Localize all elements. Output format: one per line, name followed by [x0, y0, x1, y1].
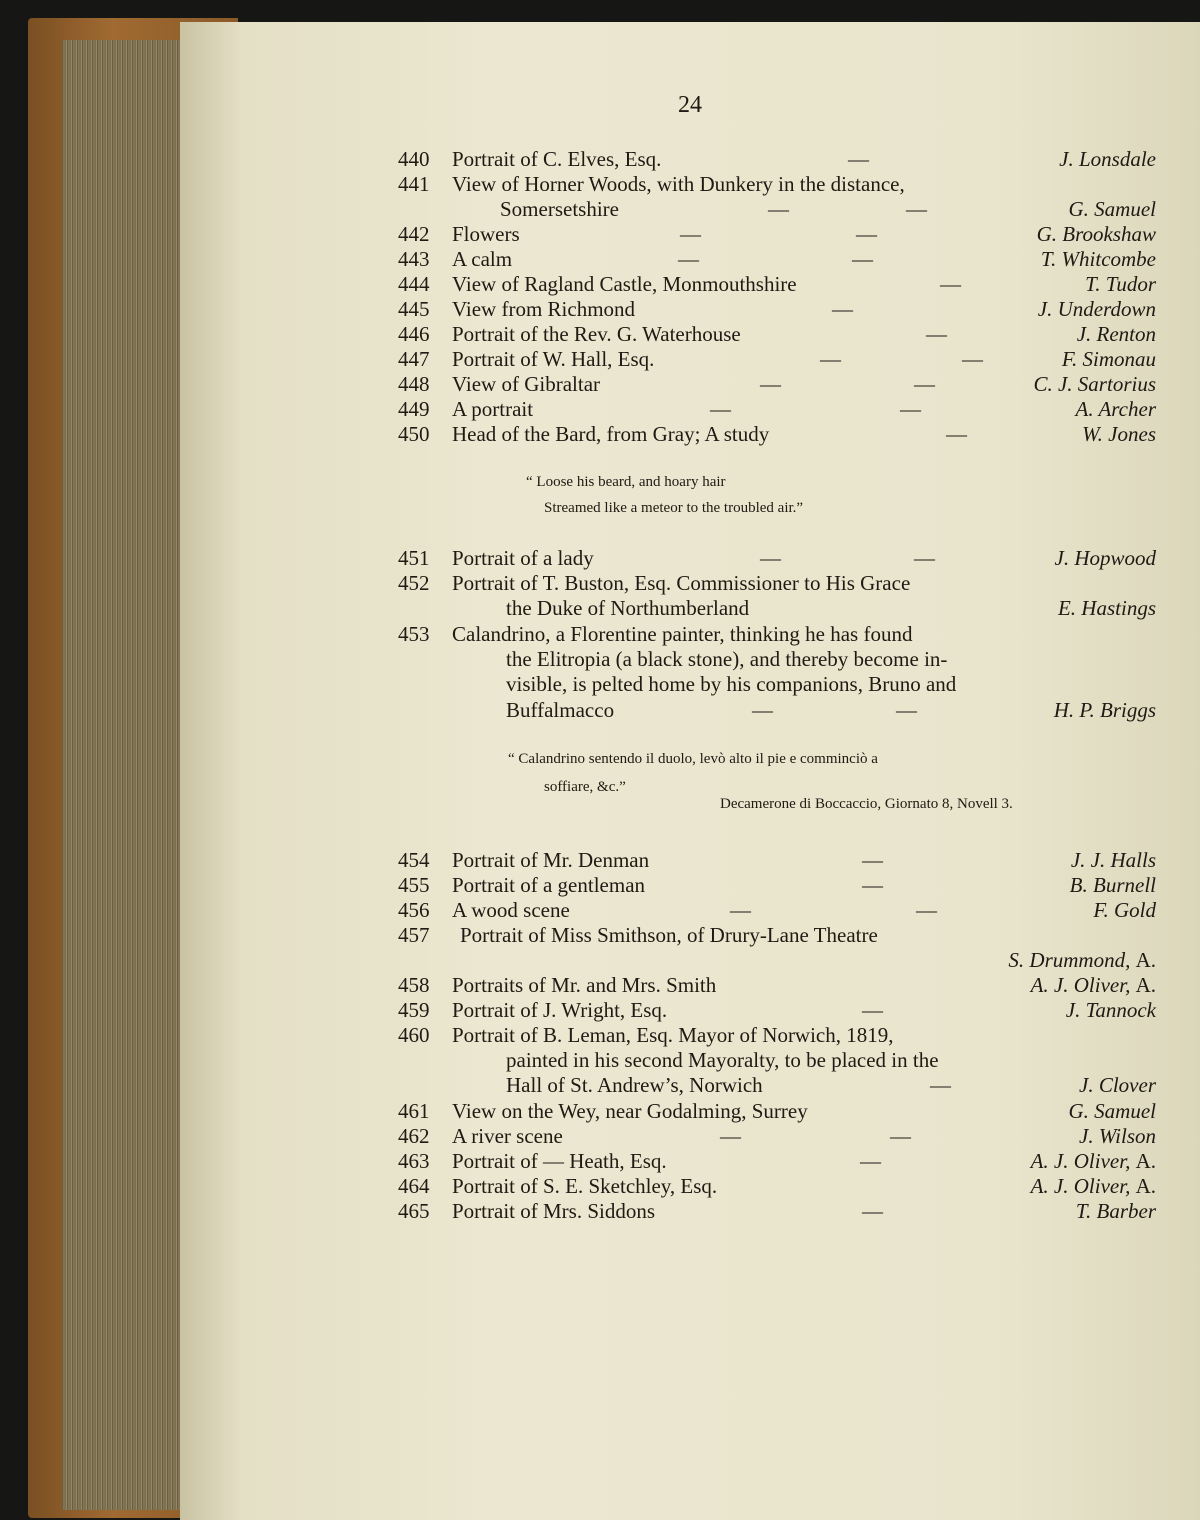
entry-title: Head of the Bard, from Gray; A study	[452, 422, 770, 446]
entry-number: 446	[398, 322, 430, 346]
dash-separator: —	[862, 873, 883, 897]
entry-number: 458	[398, 973, 430, 997]
entry-number: 460	[398, 1023, 430, 1047]
dash-separator: —	[678, 247, 699, 271]
dash-separator: —	[710, 397, 731, 421]
entry-title-continued: painted in his second Mayoralty, to be placed in the	[506, 1048, 939, 1072]
entry-number: 464	[398, 1174, 430, 1198]
dash-separator: —	[916, 898, 937, 922]
entry-number: 462	[398, 1124, 430, 1148]
entry-artist: S. Drummond,	[1008, 948, 1131, 972]
entry-artist: G. Samuel	[1068, 1099, 1156, 1123]
entry-number: 455	[398, 873, 430, 897]
entry-artist: H. P. Briggs	[1053, 698, 1156, 722]
entry-number: 445	[398, 297, 430, 321]
entry-title: Portrait of Mr. Denman	[452, 848, 650, 872]
entry-title: Portrait of Miss Smithson, of Drury-Lane Theatre	[460, 923, 878, 947]
dash-separator: —	[940, 272, 961, 296]
dash-separator: —	[768, 197, 789, 221]
entry-number: 443	[398, 247, 430, 271]
dash-separator: —	[862, 1199, 883, 1223]
entry-title: Calandrino, a Florentine painter, thinking he has found	[452, 622, 913, 646]
dash-separator: —	[914, 372, 935, 396]
entry-title: Portrait of S. E. Sketchley, Esq.	[452, 1174, 718, 1198]
entry-title: Portrait of a gentleman	[452, 873, 646, 897]
dash-separator: —	[900, 397, 921, 421]
dash-separator: —	[962, 347, 983, 371]
dash-separator: —	[848, 147, 869, 171]
dash-separator: —	[914, 546, 935, 570]
entry-title: Portrait of the Rev. G. Waterhouse	[452, 322, 741, 346]
entry-artist: J. Renton	[1076, 322, 1156, 346]
dash-separator: —	[856, 222, 877, 246]
entry-number: 452	[398, 571, 430, 595]
dash-separator: —	[730, 898, 751, 922]
entry-title-continued: Buffalmacco	[506, 698, 615, 722]
entry-number: 465	[398, 1199, 430, 1223]
dash-separator: —	[832, 297, 853, 321]
entry-artist: T. Whitcombe	[1040, 247, 1156, 271]
entry-artist: A. J. Oliver,	[1030, 973, 1131, 997]
entry-number: 453	[398, 622, 430, 646]
entry-artist-credit	[1031, 1149, 1156, 1173]
entry-artist: G. Brookshaw	[1036, 222, 1156, 246]
dash-separator: —	[946, 422, 967, 446]
entry-artist: T. Barber	[1075, 1199, 1156, 1223]
dash-separator: —	[906, 197, 927, 221]
entry-artist: J. Wilson	[1079, 1124, 1156, 1148]
entry-number: 441	[398, 172, 430, 196]
entry-artist: J. Lonsdale	[1059, 147, 1156, 171]
dash-separator: —	[752, 698, 773, 722]
entry-number: 449	[398, 397, 430, 421]
quote-line: “ Calandrino sentendo il duolo, levò alto il pie e comminciò a	[508, 751, 878, 767]
entry-number: 442	[398, 222, 430, 246]
entry-title-continued: Hall of St. Andrew’s, Norwich	[506, 1073, 763, 1097]
dash-separator: —	[852, 247, 873, 271]
dash-separator: —	[820, 347, 841, 371]
entry-number: 459	[398, 998, 430, 1022]
entry-artist: A. J. Oliver,	[1030, 1149, 1131, 1173]
entry-title: Portrait of Mrs. Siddons	[452, 1199, 656, 1223]
entry-number: 463	[398, 1149, 430, 1173]
entry-title-continued: Somersetshire	[500, 197, 619, 221]
entry-number: 457	[398, 923, 430, 947]
entry-number: 456	[398, 898, 430, 922]
entry-number: 444	[398, 272, 430, 296]
entry-number: 461	[398, 1099, 430, 1123]
dash-separator: —	[720, 1124, 741, 1148]
entry-artist: B. Burnell	[1069, 873, 1156, 897]
entry-artist: C. J. Sartorius	[1033, 372, 1156, 396]
page-edges	[62, 40, 187, 1510]
quote-line: “ Loose his beard, and hoary hair	[526, 474, 726, 490]
entry-title-continued: the Elitropia (a black stone), and thereby become in-	[506, 647, 948, 671]
entry-number: 448	[398, 372, 430, 396]
entry-title: Portrait of B. Leman, Esq. Mayor of Norwich, 1819,	[452, 1023, 894, 1047]
dash-separator: —	[680, 222, 701, 246]
entry-suffix: A.	[1135, 1149, 1156, 1173]
entry-title: Portraits of Mr. and Mrs. Smith	[452, 973, 717, 997]
entry-artist: F. Simonau	[1061, 347, 1156, 371]
entry-number: 451	[398, 546, 430, 570]
quote-line: Streamed like a meteor to the troubled air.”	[544, 500, 804, 516]
entry-number: 447	[398, 347, 430, 371]
entry-number: 440	[398, 147, 430, 171]
entry-title: View on the Wey, near Godalming, Surrey	[452, 1099, 808, 1123]
entry-artist: W. Jones	[1082, 422, 1156, 446]
entry-title: Portrait of T. Buston, Esq. Commissioner to His Grace	[452, 571, 911, 595]
page-number: 24	[678, 92, 702, 118]
dash-separator: —	[930, 1073, 951, 1097]
entry-title: A wood scene	[452, 898, 570, 922]
entry-title: A portrait	[452, 397, 534, 421]
entry-artist-credit	[1008, 948, 1156, 972]
entry-suffix: A.	[1135, 948, 1156, 972]
quote-source: Decamerone di Boccaccio, Giornato 8, Novell 3.	[720, 796, 1013, 812]
dash-separator: —	[862, 998, 883, 1022]
entry-artist: J. Underdown	[1037, 297, 1156, 321]
entry-artist: T. Tudor	[1085, 272, 1156, 296]
entry-title: View from Richmond	[452, 297, 636, 321]
entry-artist: G. Samuel	[1068, 197, 1156, 221]
entry-artist: A. J. Oliver,	[1030, 1174, 1131, 1198]
entry-title: Portrait of C. Elves, Esq.	[452, 147, 662, 171]
entry-title: View of Ragland Castle, Monmouthshire	[452, 272, 797, 296]
entry-artist: F. Gold	[1093, 898, 1156, 922]
entry-title: A river scene	[452, 1124, 563, 1148]
dash-separator: —	[760, 546, 781, 570]
dash-separator: —	[926, 322, 947, 346]
entry-artist: A. Archer	[1075, 397, 1156, 421]
entry-artist-credit	[1031, 1174, 1156, 1198]
entry-title: A calm	[452, 247, 513, 271]
entry-artist: J. Tannock	[1065, 998, 1156, 1022]
entry-suffix: A.	[1135, 973, 1156, 997]
entry-title: Flowers	[452, 222, 520, 246]
entry-number: 450	[398, 422, 430, 446]
entry-title-continued: the Duke of Northumberland	[506, 596, 750, 620]
dash-separator: —	[760, 372, 781, 396]
dash-separator: —	[890, 1124, 911, 1148]
entry-artist: J. Hopwood	[1054, 546, 1156, 570]
entry-artist: J. J. Halls	[1070, 848, 1156, 872]
entry-title: Portrait of — Heath, Esq.	[452, 1149, 667, 1173]
entry-title: View of Horner Woods, with Dunkery in the distance,	[452, 172, 905, 196]
entry-artist-credit	[1031, 973, 1156, 997]
entry-title: View of Gibraltar	[452, 372, 601, 396]
dash-separator: —	[860, 1149, 881, 1173]
entry-suffix: A.	[1135, 1174, 1156, 1198]
entry-title-continued: visible, is pelted home by his companions, Bruno and	[506, 672, 957, 696]
entry-number: 454	[398, 848, 430, 872]
entry-title: Portrait of J. Wright, Esq.	[452, 998, 668, 1022]
entry-title: Portrait of a lady	[452, 546, 594, 570]
quote-line: soffiare, &c.”	[544, 779, 626, 795]
book-page	[180, 22, 1200, 1520]
entry-title: Portrait of W. Hall, Esq.	[452, 347, 655, 371]
entry-artist: E. Hastings	[1057, 596, 1156, 620]
entry-artist: J. Clover	[1079, 1073, 1156, 1097]
dash-separator: —	[862, 848, 883, 872]
dash-separator: —	[896, 698, 917, 722]
